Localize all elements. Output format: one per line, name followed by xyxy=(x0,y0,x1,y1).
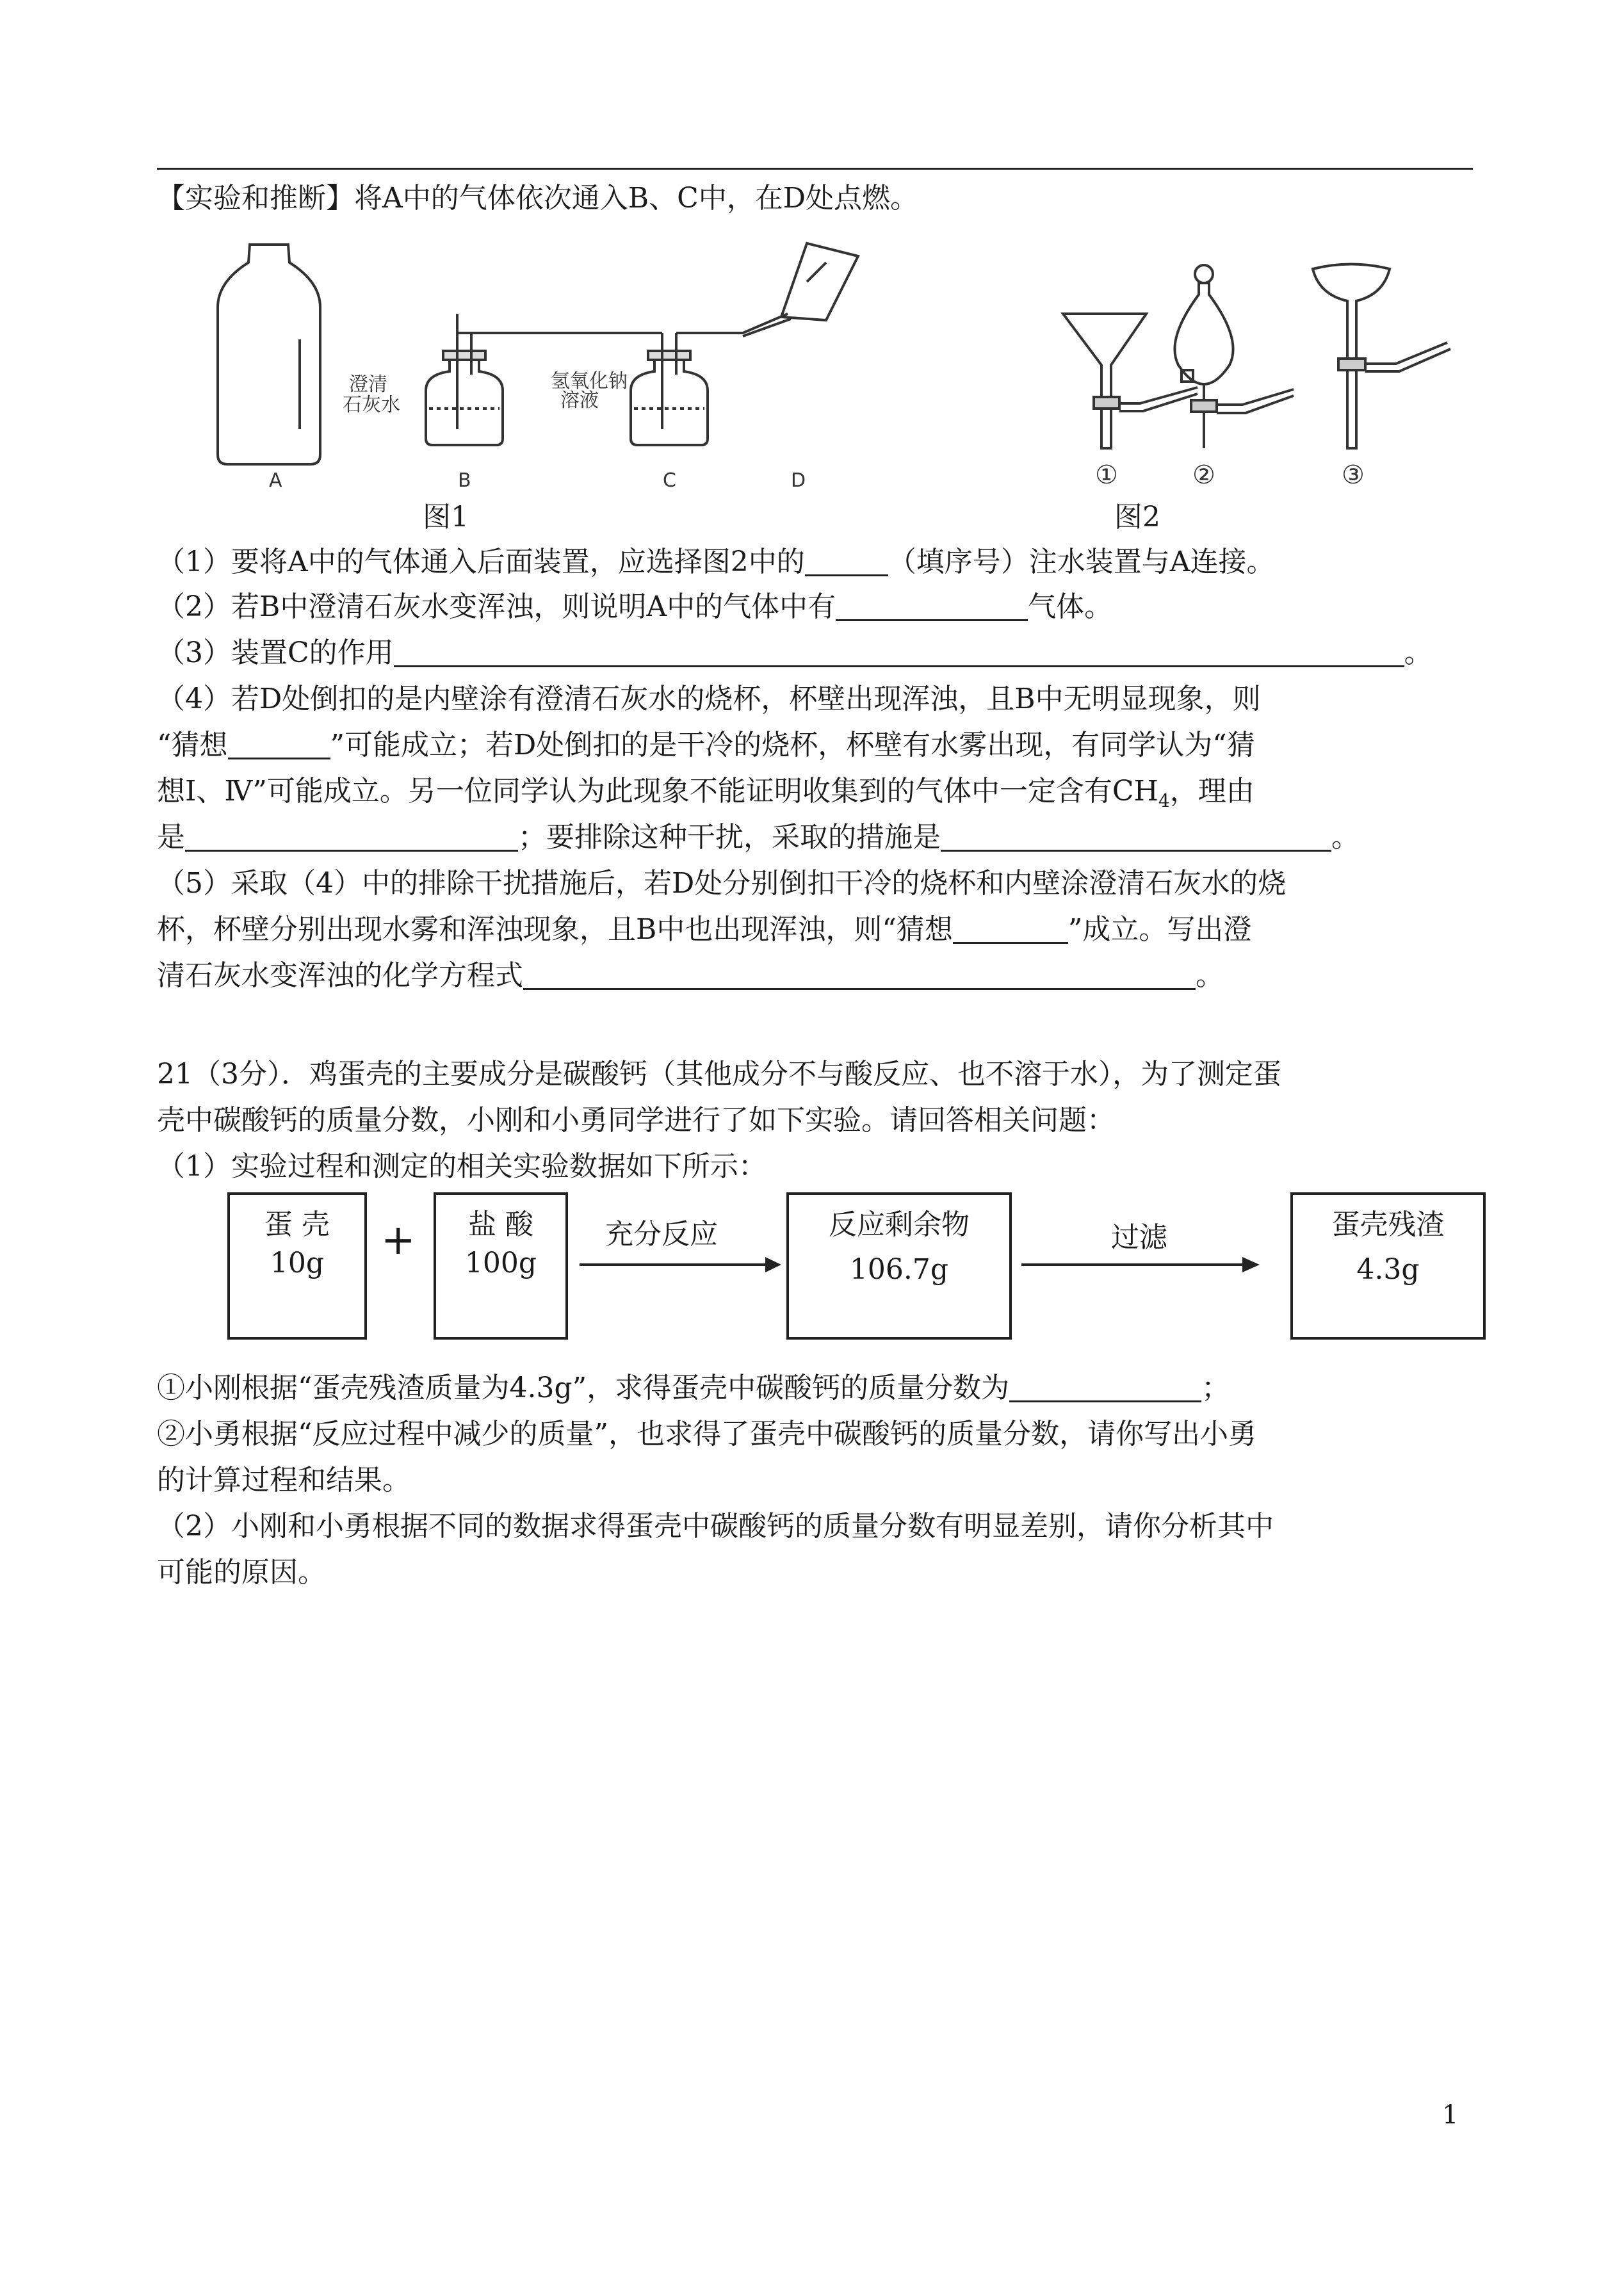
figure-1-apparatus xyxy=(211,237,999,499)
flow-arrow-filter-label: 过滤 xyxy=(1111,1221,1167,1254)
question-1: （1）要将A中的气体通入后面装置，应选择图2中的 （填序号）注水装置与A连接。 xyxy=(157,546,1275,578)
page-number: 1 xyxy=(1442,2100,1459,2130)
label-a: A xyxy=(269,469,282,492)
question-21-line-1: 21（3分）．鸡蛋壳的主要成分是碳酸钙（其他成分不与酸反应、也不溶于水），为了测定蛋 xyxy=(157,1058,1281,1091)
flow-arrow-react-label: 充分反应 xyxy=(605,1218,718,1251)
answer-blank-q3[interactable] xyxy=(394,637,1404,667)
answer-blank-q5a[interactable] xyxy=(953,914,1068,944)
funnel-option-3 xyxy=(1313,264,1450,449)
question-5-line-1: （5）采取（4）中的排除干扰措施后，若D处分别倒扣干冷的烧杯和内壁涂澄清石灰水的烧 xyxy=(157,867,1287,900)
answer-blank-q4-reason[interactable] xyxy=(185,822,518,852)
bottle-c-label-1: 氢氧化钠 xyxy=(551,370,628,393)
flow-box-residue: 蛋壳残渣 4.3g xyxy=(1290,1192,1486,1340)
answer-blank-q2[interactable] xyxy=(836,591,1028,621)
question-5-line-3: 清石灰水变浑浊的化学方程式 。 xyxy=(157,959,1224,992)
figure-1-caption: 图1 xyxy=(423,501,469,533)
figure-2-funnels xyxy=(1050,256,1486,499)
label-c: C xyxy=(663,469,676,492)
question-4-line-3: 想Ⅰ、Ⅳ”可能成立。另一位同学认为此现象不能证明收集到的气体中一定含有$CH_4$，理由 xyxy=(157,775,1255,811)
option-2-label: ② xyxy=(1192,460,1215,490)
question-21-line-3: （1）实验过程和测定的相关实验数据如下所示： xyxy=(157,1150,767,1183)
answer-blank-q1[interactable] xyxy=(805,546,888,576)
flow-plus-sign: + xyxy=(381,1217,416,1264)
funnel-option-2 xyxy=(1174,265,1294,448)
flow-arrow-2 xyxy=(1021,1255,1265,1274)
question-2: （2）若B中澄清石灰水变浑浊，则说明A中的气体中有 气体。 xyxy=(157,590,1113,623)
intro-text: 【实验和推断】将A中的气体依次通入B、C中，在D处点燃。 xyxy=(157,182,919,215)
question-21-line-2: 壳中碳酸钙的质量分数，小刚和小勇同学进行了如下实验。请回答相关问题： xyxy=(157,1104,1115,1137)
flow-box-remaining: 反应剩余物 106.7g xyxy=(786,1192,1012,1340)
bottle-b-label-1: 澄清 xyxy=(349,373,387,396)
sub-question-2-line-1: ②小勇根据“反应过程中减少的质量”，也求得了蛋壳中碳酸钙的质量分数，请你写出小勇 xyxy=(157,1418,1256,1450)
answer-blank-q4-measure[interactable] xyxy=(941,822,1331,852)
label-b: B xyxy=(458,469,471,492)
answer-blank-q5-equation[interactable] xyxy=(523,960,1196,990)
bottle-c-label-2: 溶液 xyxy=(560,389,599,412)
flow-box-eggshell: 蛋 壳 10g xyxy=(227,1192,367,1340)
label-d: D xyxy=(791,469,806,492)
question-21-2-line-1: （2）小刚和小勇根据不同的数据求得蛋壳中碳酸钙的质量分数有明显差别，请你分析其中 xyxy=(157,1510,1274,1543)
option-1-label: ① xyxy=(1095,460,1118,490)
bottle-a xyxy=(218,245,320,464)
sub-question-2-line-2: 的计算过程和结果。 xyxy=(157,1464,410,1496)
header-rule xyxy=(157,168,1473,170)
answer-blank-sub1[interactable] xyxy=(1009,1372,1201,1402)
flow-arrow-1 xyxy=(580,1255,784,1274)
question-4-line-4: 是 ；要排除这种干扰，采取的措施是 。 xyxy=(157,821,1360,854)
question-21-2-line-2: 可能的原因。 xyxy=(157,1556,326,1589)
question-5-line-2: 杯，杯壁分别出现水雾和浑浊现象，且B中也出现浑浊，则“猜想 ”成立。写出澄 xyxy=(157,913,1252,946)
figure-2-caption: 图2 xyxy=(1114,501,1160,533)
bottle-c xyxy=(631,333,708,445)
sub-question-1: ①小刚根据“蛋壳残渣质量为4.3g”，求得蛋壳中碳酸钙的质量分数为 ； xyxy=(157,1372,1230,1404)
question-4-line-1: （4）若D处倒扣的是内壁涂有澄清石灰水的烧杯，杯壁出现浑浊，且B中无明显现象，则 xyxy=(157,683,1261,715)
flow-box-acid: 盐 酸 100g xyxy=(434,1192,568,1340)
bottle-b-label-2: 石灰水 xyxy=(343,394,400,416)
option-3-label: ③ xyxy=(1342,460,1365,490)
answer-blank-q4a[interactable] xyxy=(228,729,330,759)
question-4-line-2: “猜想 ”可能成立；若D处倒扣的是干冷的烧杯，杯壁有水雾出现，有同学认为“猜 xyxy=(157,729,1255,761)
gas-bag-d xyxy=(781,243,858,320)
question-3: （3）装置C的作用 。 xyxy=(157,637,1433,669)
